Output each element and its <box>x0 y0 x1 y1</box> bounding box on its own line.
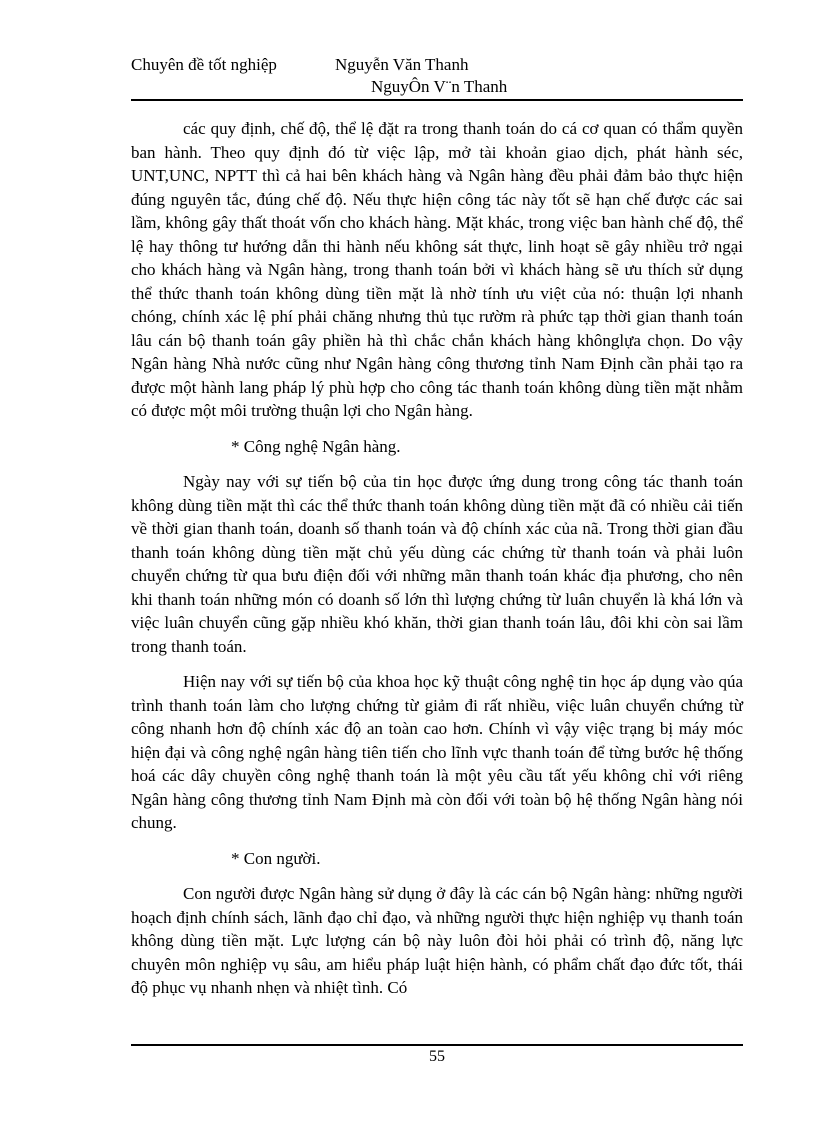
page-number: 55 <box>429 1048 445 1065</box>
header-author-name-legacy-encoding: NguyÔn V¨n Thanh <box>371 77 508 96</box>
section-heading-people: * Con người. <box>231 848 321 868</box>
footer-divider <box>131 1044 743 1046</box>
header-author-name: Nguyễn Văn Thanh <box>335 55 469 74</box>
section-heading-bank-technology: * Công nghệ Ngân hàng. <box>231 436 401 456</box>
header-divider <box>131 99 743 101</box>
paragraph-regulations: các quy định, chế độ, thể lệ đặt ra trong thanh toán do cá cơ quan có thẩm quyền ban hành. Theo quy định đó từ việc lập, mở tài khoản giao dịch, phát hành séc, UNT,UNC, NPTT thì cả hai bên khách hàng và Ngân hàng đều phải đảm bảo thực hiện đúng nguyên tắc, đúng chế độ. Nếu thực hiện công tác này tốt sẽ hạn chế được các sai lầm, không gây thất thoát vốn cho khách hàng. Mặt khác, trong việc ban hành chế độ, thể lệ hay thông tư hướng dẫn thi hành nếu không sát thực, linh hoạt sẽ gây nhiều trở ngại cho khách hàng và Ngân hàng, trong thanh toán bởi vì khách hàng sẽ ưu thích sử dụng thể thức thanh toán không dùng tiền mặt là nhờ tính ưu việt của nó: thuận lợi nhanh chóng, chính xác lệ phí phải chăng nhưng thủ tục rườm rà phức tạp thời gian thanh toán lâu cán bộ thanh toán gây phiền hà thì chắc chắn khách hàng khônglựa chọn. Do vậy Ngân hàng Nhà nước cũng như Ngân hàng công thương tỉnh Nam Định cần phải tạo ra được một hành lang pháp lý phù hợp cho công tác thanh toán không dùng tiền mặt nhằm có được một môi trường thuận lợi cho Ngân hàng. <box>131 119 743 420</box>
paragraph-current-technology: Hiện nay với sự tiến bộ của khoa học kỹ thuật công nghệ tin học áp dụng vào qúa trình thanh toán làm cho lượng chứng từ giảm đi rất nhiều, việc luân chuyển chứng từ công nhanh hơn độ chính xác độ an toàn cao hơn. Chính vì vậy việc trạng bị máy móc hiện đại và công nghệ ngân hàng tiên tiến cho lĩnh vực thanh toán để từng bước hệ thống hoá các dây chuyền công nghệ thanh toán là một yêu cầu tất yếu không chỉ với riêng Ngân hàng công thương tỉnh Nam Định mà còn đối với toàn bộ hệ thống Ngân hàng nói chung. <box>131 672 743 832</box>
document-body <box>131 117 743 1000</box>
header-title: Chuyên đề tốt nghiệp <box>131 55 277 74</box>
paragraph-people: Con người được Ngân hàng sử dụng ở đây là các cán bộ Ngân hàng: những người hoạch định chính sách, lãnh đạo chỉ đạo, và những người thực hiện nghiệp vụ thanh toán không dùng tiền mặt. Lực lượng cán bộ này luôn đòi hỏi phải có trình độ, năng lực chuyên môn nghiệp vụ sâu, am hiểu pháp luật hiện hành, có phẩm chất đạo đức tốt, thái độ phục vụ nhanh nhẹn và nhiệt tình. Có <box>131 884 743 997</box>
paragraph-technology-progress: Ngày nay với sự tiến bộ của tin học được ứng dung trong công tác thanh toán không dùng tiền mặt thì các thể thức thanh toán không dùng tiền mặt đã có nhiều cải tiến về thời gian thanh toán, doanh số thanh toán và độ chính xác của nã. Trong thời gian đầu thanh toán không dùng tiền mặt chủ yếu dùng các chứng từ thanh toán và phải luôn chuyển chứng từ qua bưu điện đối với những mãn thanh toán khác địa phương, cho nên khi thanh toán những món có doanh số lớn thì lượng chứng từ luân chuyển là khá lớn và việc luân chuyển cũng gặp nhiều khó khăn, thời gian thanh toán lâu, đôi khi còn sai lầm trong thanh toán. <box>131 472 743 656</box>
